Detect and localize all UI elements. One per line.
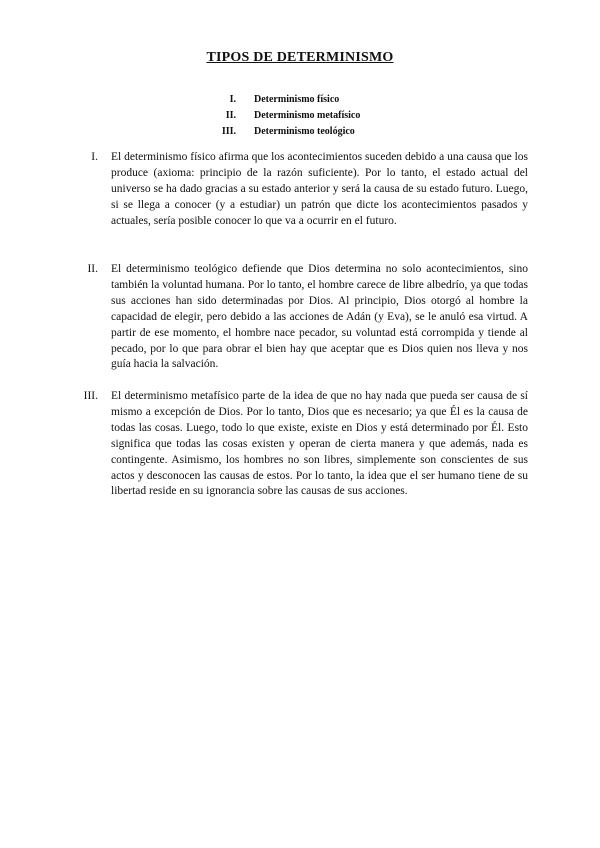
section-number: II. xyxy=(87,263,98,275)
toc-item xyxy=(0,108,600,124)
table-of-contents xyxy=(0,92,600,140)
toc-item xyxy=(0,92,600,108)
toc-number: III. xyxy=(221,126,236,137)
page-title: TIPOS DE DETERMINISMO xyxy=(206,50,394,65)
toc-label: Determinismo físico xyxy=(254,94,340,105)
toc-number: I. xyxy=(229,94,236,105)
section-number: III. xyxy=(83,390,98,402)
section-paragraph: El determinismo metafísico parte de la idea de que no hay nada que pueda ser causa de sí mismo a excepción de Dios. Por lo tanto, Dios que es necesario; ya que Él es la causa de todas las cosas. Luego, todo lo que existe, existe en Dios y está determinado por Él. Esto significa que todas las cosas existen y operan de cierta manera y que además, nada es contingente. Asimismo, los hombres no son libres, simplemente son conscientes de sus actos y desconocen las causas de estos. Por lo tanto, la idea que el ser humano tiene de su libertad reside en su ignorancia sobre las causas de sus acciones. xyxy=(111,390,528,498)
toc-item xyxy=(0,124,600,140)
section-determinismo-teologico xyxy=(80,262,528,373)
toc-label: Determinismo metafísico xyxy=(254,110,361,121)
section-number: I. xyxy=(91,151,98,163)
section-paragraph: El determinismo físico afirma que los acontecimientos suceden debido a una causa que los produce (axioma: principio de la razón suficiente). Por lo tanto, el estado actual del universo se ha dado gracias a su estado anterior y será la causa de su estado futuro. Luego, si se llega a conocer (y a estudiar) un patrón que dicte los acontecimientos pasados y actuales, sería posible conocer lo que va a ocurrir en el futuro. xyxy=(111,151,528,227)
section-paragraph: El determinismo teológico defiende que Dios determina no solo acontecimientos, sino también la voluntad humana. Por lo tanto, el hombre carece de libre albedrío, ya que todas sus acciones han sido determinadas por Dios. Al principio, Dios otorgó al hombre la capacidad de elegir, pero debido a las acciones de Adán (y Eva), se le anuló esa virtud. A partir de ese momento, el hombre nace pecador, su voluntad está corrompida y tiende al pecado, por lo que para obrar el bien hay que aceptar que es Dios quien nos lleva y nos guía hacia la salvación. xyxy=(111,263,528,371)
toc-number: II. xyxy=(225,110,236,121)
section-determinismo-metafisico xyxy=(80,389,528,500)
section-determinismo-fisico xyxy=(80,150,528,230)
toc-label: Determinismo teológico xyxy=(254,126,355,137)
